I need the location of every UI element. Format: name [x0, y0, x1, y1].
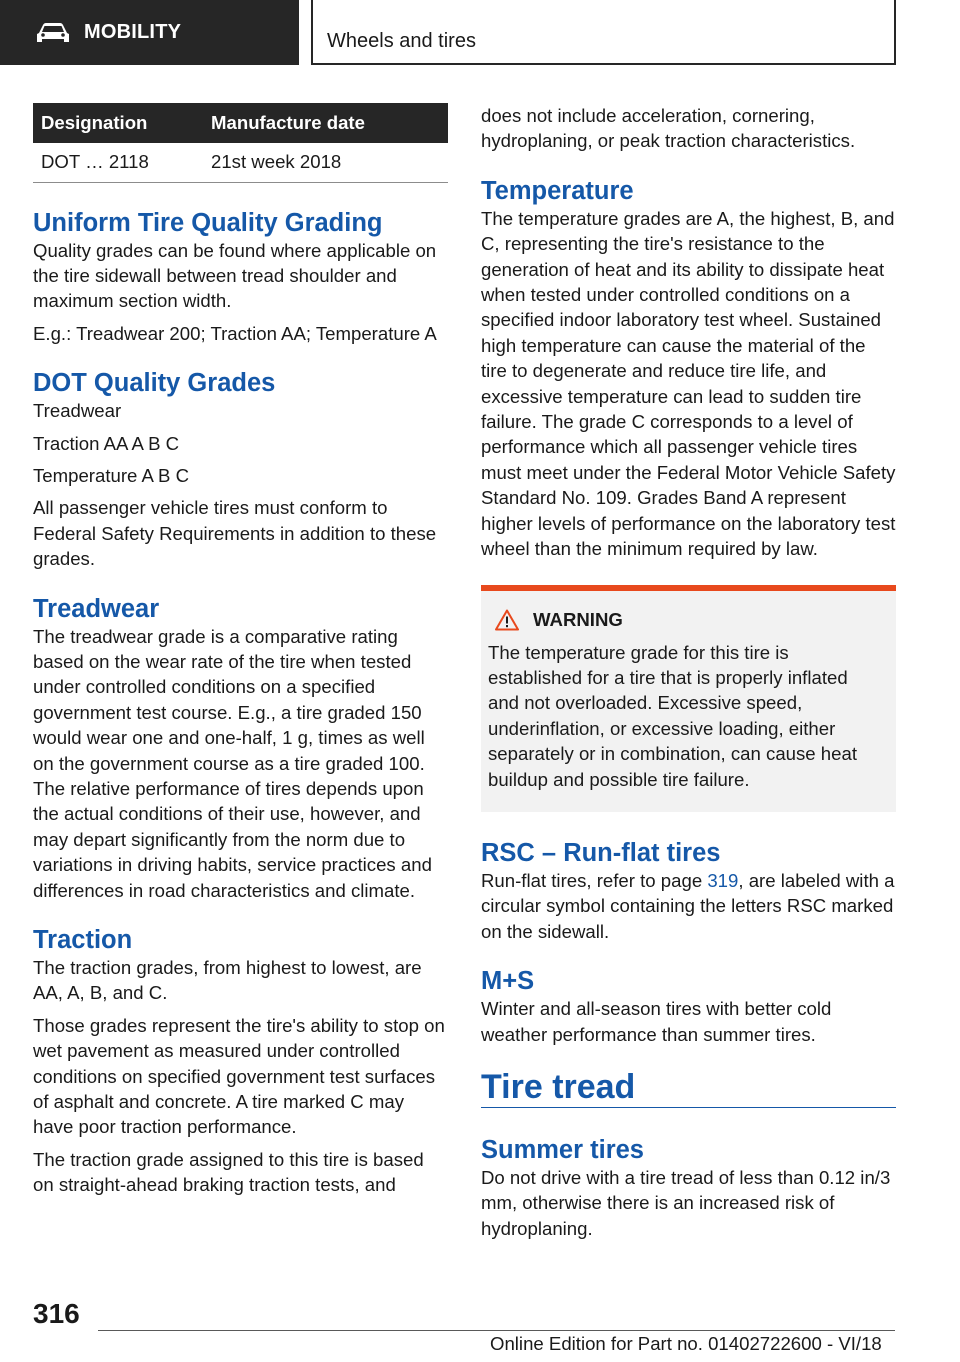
dot-grade-temperature: Temperature A B C: [33, 464, 190, 486]
dot-grades-heading: DOT Quality Grades: [33, 369, 276, 398]
page-number: 316: [33, 1298, 80, 1329]
section-label: MOBILITY: [84, 21, 182, 43]
summer-tires-paragraph: Do not drive with a tire tread of less than 0.12 in/3 mm, otherwise there is an increased risk of hydroplaning.: [481, 1166, 891, 1239]
temperature-paragraph: The temperature grades are A, the highest, B, and C, representing the tire's resistance to the generation of heat and its ability to dissipate heat when tested under controlled conditions on a specified indoor laboratory test wheel. Sustained high temperature can cause the material of the tire to degenerate and reduce tire life, and excessive temperature can lead to sudden tire failure. The grade C corresponds to a level of performance which all passenger vehicle tires must meet under the Federal Motor Vehicle Safety Standard No. 109. Grades Band A represent higher levels of performance on the laboratory test wheel than the minimum required by law.: [481, 207, 896, 560]
warning-text: The temperature grade for this tire is established for a tire that is properly inflated and not overloaded. Excessive speed, underinflation, or excessive loading, either separately or in combination, can cause heat buildup and possible tire failure.: [488, 641, 857, 790]
rsc-heading: RSC – Run-flat tires: [481, 838, 721, 867]
table-cell: DOT … 2118: [33, 143, 203, 182]
tire-tread-heading: Tire tread: [481, 1067, 636, 1106]
utqg-paragraph: Quality grades can be found where applicable on the tire sidewall between tread shoulder and maximum section width.: [33, 239, 437, 312]
footer-divider: [98, 1330, 895, 1331]
manufacture-date-table: [33, 103, 448, 183]
treadwear-heading: Treadwear: [33, 594, 160, 623]
ms-heading: M+S: [481, 967, 535, 996]
table-header-manufacture-date: Manufacture date: [203, 103, 448, 143]
warning-label: WARNING: [533, 608, 623, 630]
left-column: [33, 103, 448, 1198]
traction-paragraph: Those grades represent the tire's ability to stop on wet pavement as measured under controlled conditions on specified government test surfaces of asphalt and concrete. A tire marked C may have poor traction performance.: [33, 1014, 445, 1138]
dot-grade-traction: Traction AA A B C: [33, 432, 180, 454]
temperature-heading: Temperature: [481, 176, 634, 205]
rsc-paragraph: [481, 868, 896, 944]
warning-box: [481, 585, 896, 812]
warning-triangle-icon: [495, 609, 519, 631]
dot-grade-treadwear: Treadwear: [33, 400, 122, 422]
traction-paragraph: The traction grades, from highest to lowest, are AA, A, B, and C.: [33, 957, 422, 1004]
tire-tread-heading-block: [481, 1067, 896, 1108]
summer-tires-heading: Summer tires: [481, 1135, 644, 1164]
table-header-designation: Designation: [33, 103, 203, 143]
table-row: [33, 143, 448, 182]
rsc-text: , are labeled with a circular symbol containing the letters RSC marked on the sidewall.: [481, 869, 895, 942]
treadwear-paragraph: The treadwear grade is a comparative rating based on the wear rate of the tire when tested under controlled conditions on a specified government test course. E.g., a tire graded 150 would wear one and one-half, 1 g, times as well on the government course as a tire graded 100. The relative performance of tires depends upon the actual conditions of their use, however, and may depart significantly from the norm due to variations in driving habits, service practices and differences in road characteristics and climate.: [33, 625, 432, 901]
rsc-text: Run-flat tires, refer to page: [481, 869, 708, 891]
utqg-heading: Uniform Tire Quality Grading: [33, 208, 383, 237]
dot-paragraph: All passenger vehicle tires must conform to Federal Safety Requirements in addition to these grades.: [33, 497, 437, 570]
ms-paragraph: Winter and all-season tires with better cold weather performance than summer tires.: [481, 998, 832, 1045]
traction-continued-paragraph: does not include acceleration, cornering, hydroplaning, or peak traction characteristics.: [481, 105, 856, 152]
traction-paragraph: The traction grade assigned to this tire is based on straight-ahead braking traction tests, and: [33, 1148, 424, 1196]
section-tab: [0, 0, 299, 65]
table-header-row: [33, 103, 448, 143]
warning-header: [488, 608, 882, 632]
utqg-example: E.g.: Treadwear 200; Traction AA; Temperature A: [33, 322, 437, 344]
footer-edition: Online Edition for Part no. 01402722600 - VI/18: [490, 1333, 882, 1354]
table-cell: 21st week 2018: [203, 143, 448, 182]
traction-heading: Traction: [33, 926, 133, 955]
page-link-319[interactable]: 319: [707, 869, 739, 891]
chapter-header: [311, 0, 896, 65]
car-icon: [36, 22, 70, 44]
right-column: [481, 103, 896, 1241]
chapter-title: Wheels and tires: [327, 30, 476, 52]
